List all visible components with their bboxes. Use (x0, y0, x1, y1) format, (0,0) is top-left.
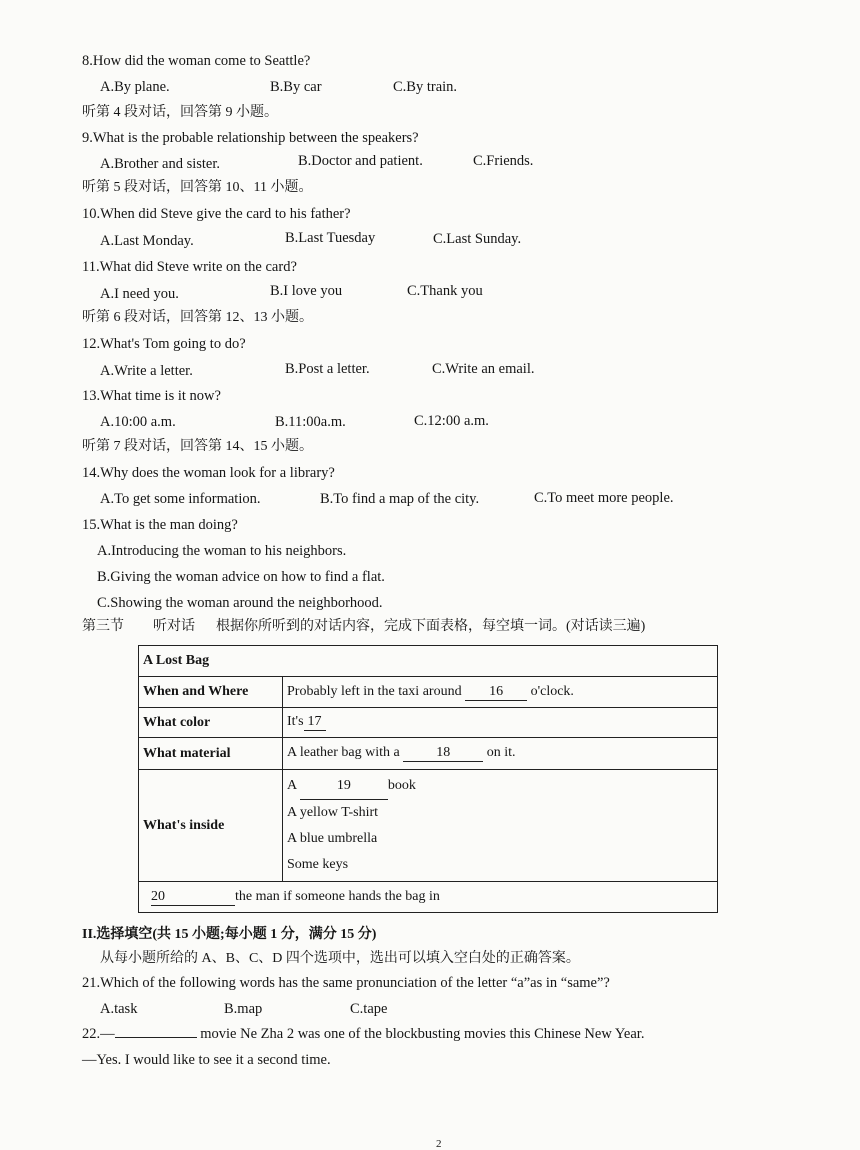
when-where-text: Probably left in the taxi around (287, 683, 462, 699)
q11-option-b: B.I love you (270, 283, 343, 299)
row-content-inside (283, 770, 718, 882)
row-header-inside: What's inside (139, 770, 283, 882)
blank-16[interactable]: 16 (465, 684, 527, 701)
lost-bag-table (138, 645, 718, 913)
q22-sentence: movie Ne Zha 2 was one of the blockbusting movies this Chinese New Year. (200, 1026, 645, 1042)
color-text: It's (287, 714, 304, 729)
row-content-color (283, 708, 718, 738)
inside-item: Some keys (287, 857, 349, 872)
q14-option-b: B.To find a map of the city. (320, 491, 480, 507)
q21-option-c: C.tape (350, 1001, 388, 1017)
q22-blank[interactable] (115, 1037, 197, 1038)
q12-option-b: B.Post a letter. (285, 361, 370, 377)
section-3-instruction: 根据你所听到的对话内容，完成下面表格，每空填一词。(对话读三遍) (216, 619, 646, 634)
table-row (139, 738, 718, 770)
q8-option-a: A.By plane. (100, 79, 170, 95)
section-note-6: 听第 6 段对话，回答第 12、13 小题。 (82, 310, 313, 325)
row-header-color: What color (139, 708, 283, 738)
q10-option-c: C.Last Sunday. (433, 231, 522, 247)
when-where-suffix: o'clock. (530, 683, 574, 699)
question-22 (82, 1025, 644, 1043)
table-footer (139, 882, 718, 913)
question-14: 14.Why does the woman look for a library? (82, 465, 335, 481)
section-3-label: 第三节 (82, 619, 124, 634)
question-9: 9.What is the probable relationship between the speakers? (82, 130, 419, 146)
blank-17[interactable]: 17 (304, 714, 326, 731)
q22-number: 22.— (82, 1026, 115, 1042)
q9-option-b: B.Doctor and patient. (298, 153, 423, 169)
material-text: A leather bag with a (287, 745, 400, 760)
q11-option-c: C.Thank you (407, 283, 483, 299)
q10-option-b: B.Last Tuesday (285, 230, 376, 246)
question-21: 21.Which of the following words has the same pronunciation of the letter “a”as in “same”? (82, 975, 610, 991)
inside-item: A blue umbrella (287, 831, 378, 846)
q10-option-a: A.Last Monday. (100, 233, 194, 249)
table-row (139, 770, 718, 882)
q21-option-a: A.task (100, 1001, 138, 1017)
q22-response: —Yes. I would like to see it a second time. (82, 1052, 331, 1068)
q14-option-a: A.To get some information. (100, 491, 261, 507)
blank-18[interactable]: 18 (403, 745, 483, 762)
table-title: A Lost Bag (139, 646, 718, 677)
q8-option-c: C.By train. (393, 79, 458, 95)
q15-option-a: A.Introducing the woman to his neighbors. (97, 543, 347, 559)
table-row (139, 882, 718, 913)
q13-option-a: A.10:00 a.m. (100, 414, 176, 430)
blank-19[interactable]: 19 (300, 773, 388, 800)
question-12: 12.What's Tom going to do? (82, 336, 246, 352)
page-number: 2 (436, 1138, 442, 1150)
q13-option-c: C.12:00 a.m. (414, 413, 489, 429)
inside-first-prefix: A (287, 778, 297, 793)
material-suffix: on it. (486, 745, 516, 760)
q12-option-c: C.Write an email. (432, 361, 535, 377)
q12-option-a: A.Write a letter. (100, 363, 193, 379)
blank-20[interactable]: 20 (151, 889, 235, 906)
table-row (139, 677, 718, 708)
q21-option-b: B.map (224, 1001, 263, 1017)
q13-option-b: B.11:00a.m. (275, 414, 346, 430)
section-3-title: 听对话 (153, 619, 195, 634)
q9-option-c: C.Friends. (473, 153, 534, 169)
q8-option-b: B.By car (270, 79, 322, 95)
section-3-heading (82, 618, 645, 636)
row-content-material (283, 738, 718, 770)
section-note-5: 听第 5 段对话，回答第 10、11 小题。 (82, 180, 313, 195)
q14-option-c: C.To meet more people. (534, 490, 674, 506)
question-8: 8.How did the woman come to Seattle? (82, 53, 311, 69)
part-2-heading: II.选择填空(共 15 小题;每小题 1 分，满分 15 分) (82, 927, 377, 942)
part-2-instruction: 从每小题所给的 A、B、C、D 四个选项中，选出可以填入空白处的正确答案。 (100, 951, 580, 966)
section-note-4: 听第 4 段对话，回答第 9 小题。 (82, 105, 278, 120)
inside-first-suffix: book (387, 778, 416, 793)
q15-option-b: B.Giving the woman advice on how to find a flat. (97, 569, 385, 585)
question-11: 11.What did Steve write on the card? (82, 259, 297, 275)
q9-option-a: A.Brother and sister. (100, 156, 221, 172)
inside-item: A yellow T-shirt (287, 805, 379, 820)
row-content-when-where (283, 677, 718, 708)
table-row (139, 708, 718, 738)
row-header-material: What material (139, 738, 283, 770)
footer-text: the man if someone hands the bag in (235, 888, 440, 904)
row-header-when-where: When and Where (139, 677, 283, 708)
question-13: 13.What time is it now? (82, 388, 221, 404)
q15-option-c: C.Showing the woman around the neighborhood. (97, 595, 383, 611)
section-note-7: 听第 7 段对话，回答第 14、15 小题。 (82, 439, 313, 454)
question-10: 10.When did Steve give the card to his father? (82, 206, 351, 222)
question-15: 15.What is the man doing? (82, 517, 238, 533)
q11-option-a: A.I need you. (100, 286, 179, 302)
